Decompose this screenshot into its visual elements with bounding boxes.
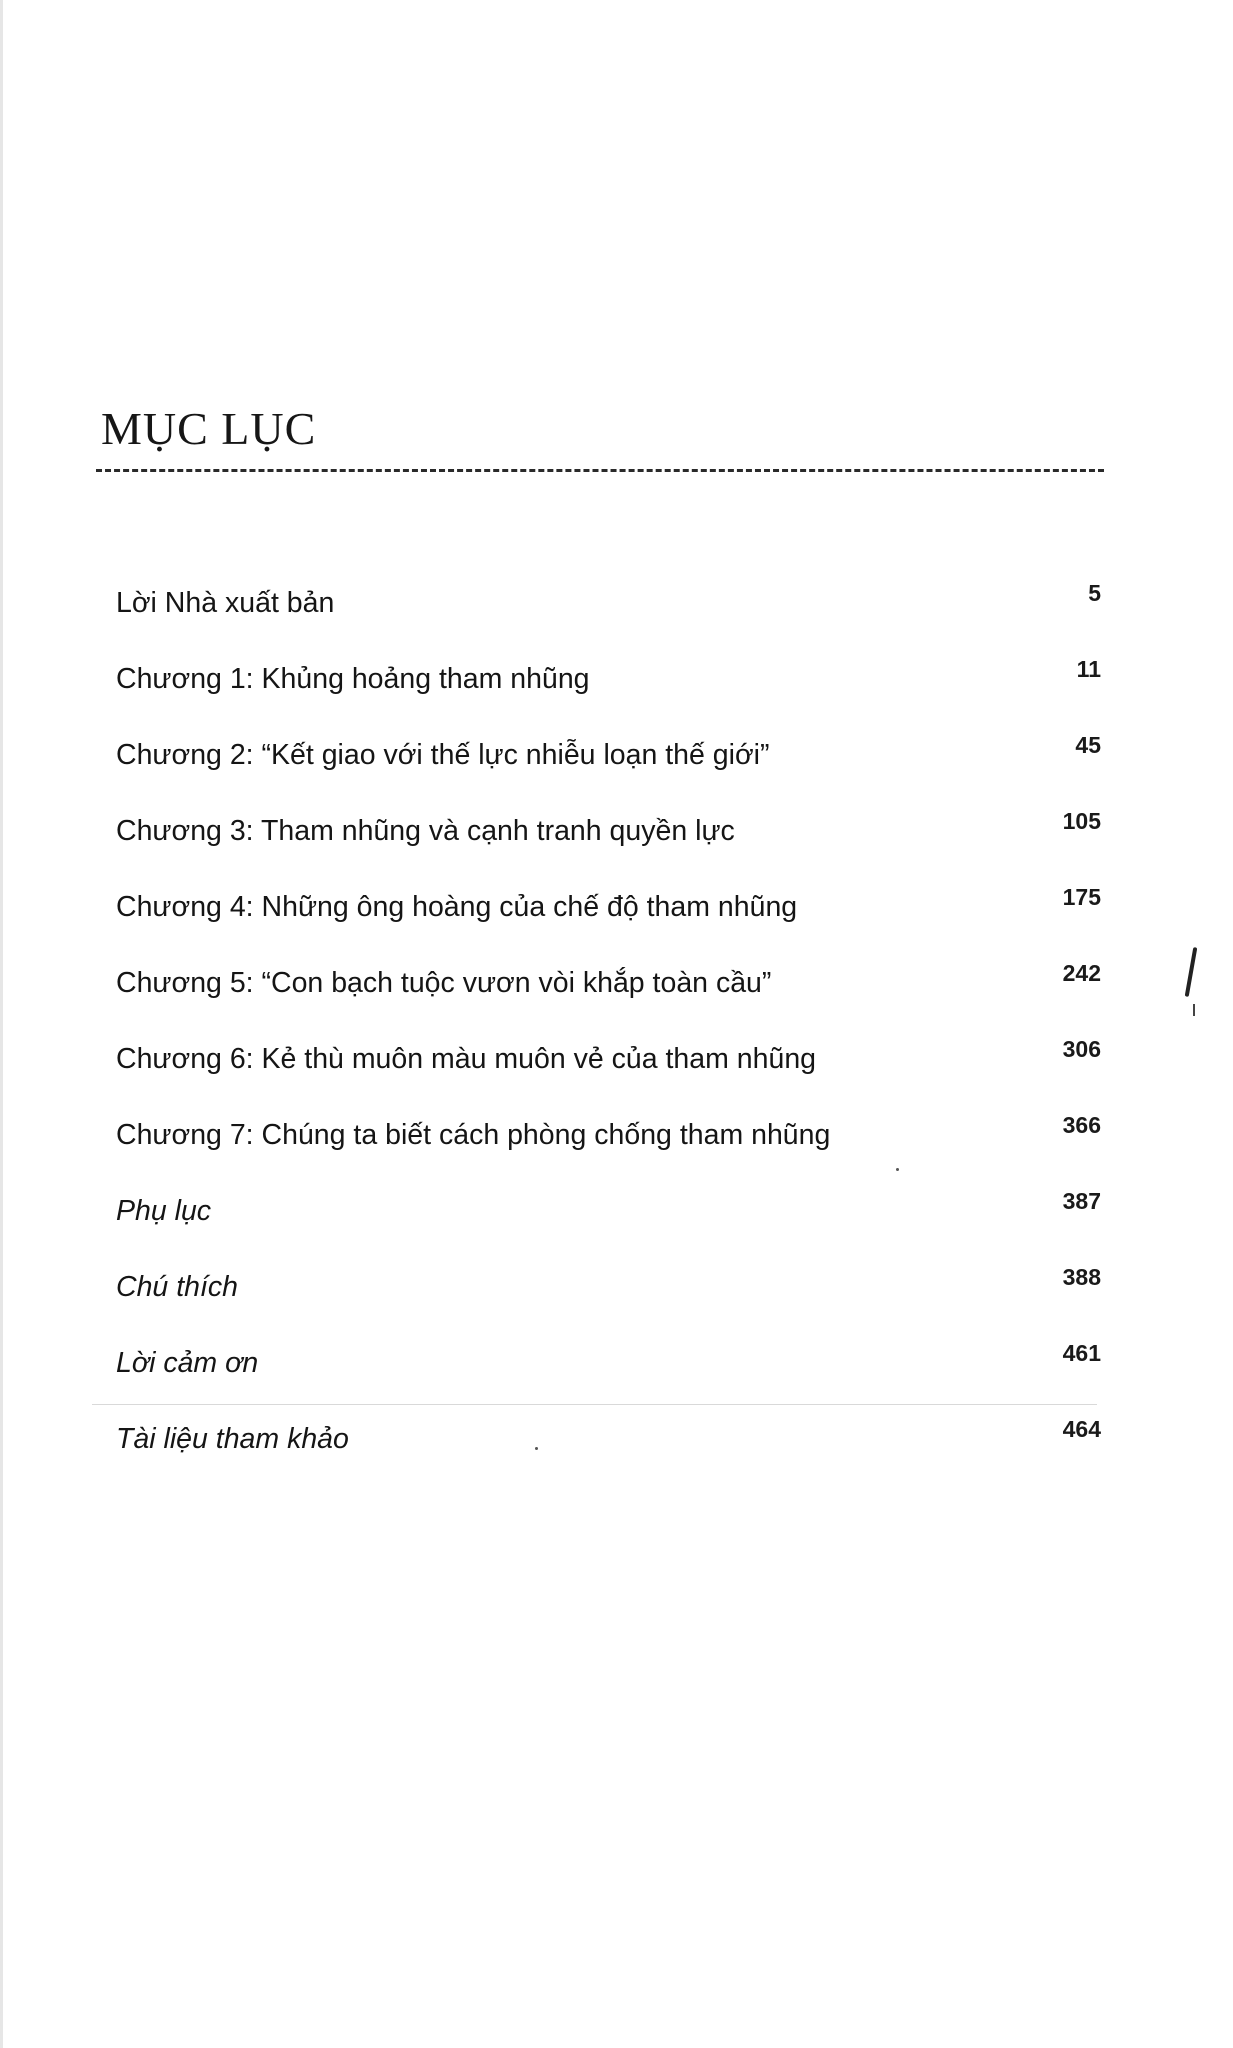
- ink-speck: [896, 1168, 899, 1171]
- entry-page-number: 306: [1062, 1036, 1101, 1062]
- toc-entry-chapter-6[interactable]: [116, 1036, 1101, 1080]
- toc-title: MỤC LỤC: [101, 403, 317, 454]
- entry-label: Chương 1: Khủng hoảng tham nhũng: [116, 663, 590, 695]
- entry-label: Phụ lục: [116, 1195, 212, 1227]
- entry-label: Chương 5: “Con bạch tuộc vươn vòi khắp toàn cầu”: [116, 967, 772, 999]
- entry-label: Chương 6: Kẻ thù muôn màu muôn vẻ của tham nhũng: [116, 1043, 817, 1075]
- entry-page-number: 387: [1062, 1188, 1101, 1214]
- entry-page-number: 461: [1062, 1340, 1101, 1366]
- entry-label: Chương 3: Tham nhũng và cạnh tranh quyền lực: [116, 815, 735, 847]
- entry-page-number: 105: [1062, 808, 1101, 834]
- entry-page-number: 5: [1088, 580, 1101, 606]
- entry-page-number: 45: [1075, 732, 1101, 758]
- toc-entry-chapter-5[interactable]: [116, 960, 1101, 1004]
- toc-entry-publisher-note[interactable]: [116, 580, 1101, 624]
- entry-label: Lời Nhà xuất bản: [116, 587, 335, 619]
- entry-label: Chú thích: [116, 1271, 238, 1303]
- entry-page-number: 388: [1062, 1264, 1101, 1290]
- faint-divider: [92, 1404, 1097, 1405]
- entry-page-number: 242: [1062, 960, 1101, 986]
- margin-tick-mark: [1193, 1004, 1195, 1016]
- entry-label: Chương 2: “Kết giao với thế lực nhiễu loạn thế giới”: [116, 739, 770, 771]
- toc-entry-chapter-7[interactable]: [116, 1112, 1101, 1156]
- toc-entry-notes[interactable]: [116, 1264, 1101, 1308]
- entry-label: Chương 4: Những ông hoàng của chế độ tham nhũng: [116, 891, 798, 923]
- entry-page-number: 464: [1062, 1416, 1101, 1442]
- toc-entry-chapter-2[interactable]: [116, 732, 1101, 776]
- toc-entry-chapter-3[interactable]: [116, 808, 1101, 852]
- toc-entry-acknowledgements[interactable]: [116, 1340, 1101, 1384]
- toc-entry-chapter-4[interactable]: [116, 884, 1101, 928]
- toc-entry-appendix[interactable]: [116, 1188, 1101, 1232]
- entry-label: Tài liệu tham khảo: [116, 1423, 349, 1455]
- entry-page-number: 175: [1062, 884, 1101, 910]
- entry-label: Chương 7: Chúng ta biết cách phòng chống tham nhũng: [116, 1119, 831, 1151]
- entry-label: Lời cảm ơn: [116, 1347, 259, 1379]
- toc-entry-references[interactable]: [116, 1416, 1101, 1460]
- toc-entry-chapter-1[interactable]: [116, 656, 1101, 700]
- entry-page-number: 11: [1076, 656, 1101, 682]
- entry-page-number: 366: [1062, 1112, 1101, 1138]
- ink-speck: [535, 1447, 538, 1450]
